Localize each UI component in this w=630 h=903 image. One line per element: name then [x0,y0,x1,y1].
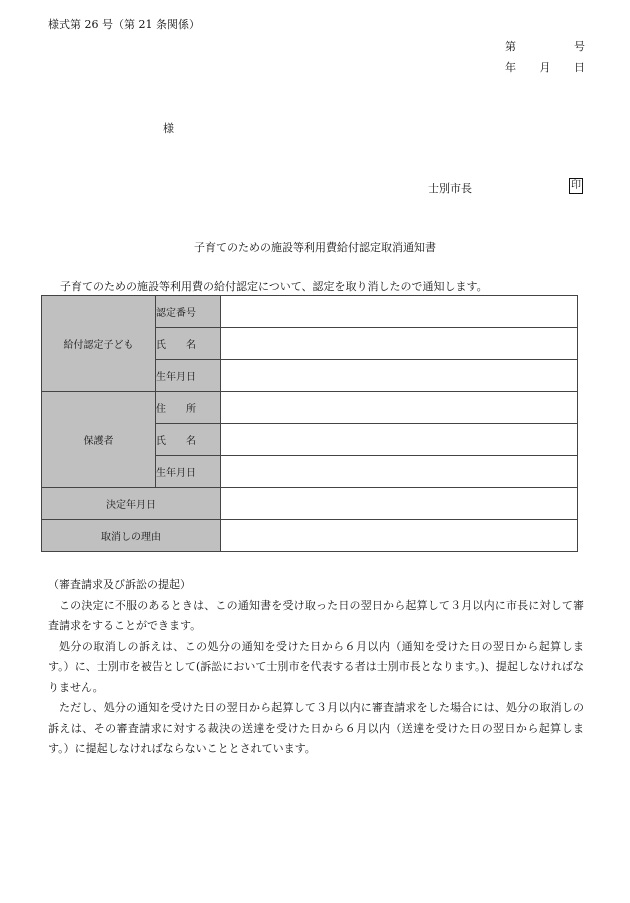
decision-date-field[interactable] [221,488,578,520]
guardian-birthdate-label: 生年月日 [156,456,221,488]
table-row [42,392,578,424]
appeal-paragraph-1: この決定に不服のあるときは、この通知書を受け取った日の翌日から起算して３月以内に市長に対して審査請求をすることができます。 [48,598,584,632]
cancel-reason-field[interactable] [221,520,578,552]
appeal-paragraph-2: 処分の取消しの訴えは、この処分の通知を受けた日から６月以内（通知を受けた日の翌日から起算します。）に、士別市を被告として(訴訟において士別市を代表する者は士別市長となります。)、提起しなければなりません。 [48,639,584,694]
child-name-label-b: 名 [186,340,196,351]
seal-mark: 印 [569,178,583,194]
guardian-name-label-b: 名 [186,436,196,447]
child-group-label: 給付認定子ども [42,296,156,392]
guardian-name-label-a: 氏 [156,436,166,447]
document-title: 子育てのための施設等利用費給付認定取消通知書 [194,241,436,254]
child-name-label [156,328,221,360]
document-number [505,38,585,54]
guardian-address-field[interactable] [221,392,578,424]
guardian-address-label [156,392,221,424]
form-number: 様式第 26 号（第 21 条関係） [48,18,200,31]
date-day: 日 [574,61,585,74]
document-number-suffix: 号 [574,40,585,53]
intro-text: 子育てのための施設等利用費の給付認定について、認定を取り消したので通知します。 [60,280,488,293]
date-month: 月 [539,61,551,74]
document-number-prefix: 第 [505,40,516,53]
table-row [42,520,578,552]
table-row [42,488,578,520]
document-date [505,59,585,75]
appeal-notice [48,575,584,760]
guardian-group-label: 保護者 [42,392,156,488]
recipient-honorific: 様 [163,122,174,135]
issuer-title: 士別市長 [428,182,472,195]
decision-date-label: 決定年月日 [42,488,221,520]
guardian-address-label-b: 所 [186,404,196,415]
guardian-name-label [156,424,221,456]
guardian-name-field[interactable] [221,424,578,456]
child-birthdate-field[interactable] [221,360,578,392]
child-name-label-a: 氏 [156,340,166,351]
table-row [42,296,578,328]
date-year: 年 [505,61,516,74]
guardian-address-label-a: 住 [156,404,166,415]
cancel-reason-label: 取消しの理由 [42,520,221,552]
child-birthdate-label: 生年月日 [156,360,221,392]
appeal-paragraph-3: ただし、処分の通知を受けた日の翌日から起算して３月以内に審査請求をした場合には、処分の取消しの訴えは、その審査請求に対する裁決の送達を受けた日から６月以内（送達を受けた日の翌日から起算します。）に提起しなければならないこととされています。 [48,701,584,755]
cert-number-label: 認定番号 [156,296,221,328]
notice-form-table [41,295,578,552]
cert-number-field[interactable] [221,296,578,328]
appeal-heading: （審査請求及び訴訟の提起） [48,578,191,591]
guardian-birthdate-field[interactable] [221,456,578,488]
child-name-field[interactable] [221,328,578,360]
